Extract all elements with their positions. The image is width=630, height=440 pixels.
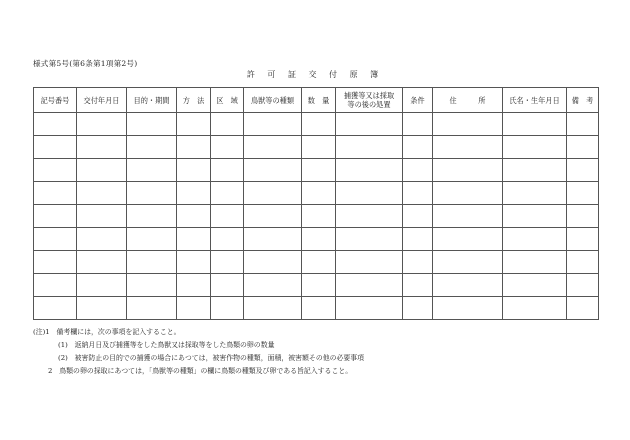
table-cell (127, 297, 177, 320)
table-cell (302, 251, 336, 274)
table-cell (177, 182, 211, 205)
table-cell (403, 274, 433, 297)
table-cell (336, 136, 403, 159)
table-cell (567, 228, 599, 251)
table-cell (403, 182, 433, 205)
table-cell (177, 205, 211, 228)
table-cell (567, 274, 599, 297)
table-body (34, 113, 599, 320)
table-cell (244, 251, 302, 274)
table-cell (34, 113, 77, 136)
table-cell (433, 159, 503, 182)
table-cell (77, 251, 127, 274)
table-cell (302, 113, 336, 136)
table-row (34, 205, 599, 228)
table-cell (302, 182, 336, 205)
table-cell (503, 228, 567, 251)
table-cell (503, 182, 567, 205)
form-number: 様式第5号(第6条第1項第2号) (33, 59, 138, 68)
table-cell (403, 228, 433, 251)
table-cell (177, 228, 211, 251)
table-cell (433, 205, 503, 228)
table-cell (34, 251, 77, 274)
table-cell (336, 159, 403, 182)
table-cell (244, 228, 302, 251)
table-cell (211, 113, 244, 136)
header-disposition-line1: 捕獲等又は採取 (343, 91, 395, 100)
table-cell (177, 136, 211, 159)
header-method: 方 法 (177, 88, 211, 113)
table-row (34, 159, 599, 182)
table-cell (211, 205, 244, 228)
table-cell (433, 251, 503, 274)
page-title: 許 可 証 交 付 原 簿 (246, 70, 384, 79)
header-disposition (336, 88, 403, 113)
table-cell (77, 228, 127, 251)
table-cell (433, 136, 503, 159)
table-cell (211, 297, 244, 320)
table-row (34, 297, 599, 320)
table-cell (336, 297, 403, 320)
table-cell (336, 274, 403, 297)
notes (33, 326, 364, 378)
table-cell (403, 297, 433, 320)
table-cell (127, 136, 177, 159)
table-cell (127, 274, 177, 297)
note-1-item-1: (1) 返納月日及び捕獲等をした鳥獣又は採取等をした鳥類の卵の数量 (58, 341, 275, 349)
header-disposition-line2: 等の後の処置 (347, 100, 391, 109)
header-remarks: 備 考 (567, 88, 599, 113)
table-cell (503, 297, 567, 320)
header-row (34, 88, 599, 113)
table-cell (433, 228, 503, 251)
table-cell (302, 136, 336, 159)
header-species: 鳥獣等の種類 (244, 88, 302, 113)
table-cell (244, 297, 302, 320)
table-cell (336, 228, 403, 251)
table-cell (403, 136, 433, 159)
table-cell (34, 228, 77, 251)
table-cell (127, 159, 177, 182)
table-cell (433, 182, 503, 205)
table-cell (77, 136, 127, 159)
header-area: 区 域 (211, 88, 244, 113)
table-cell (244, 113, 302, 136)
header-conditions: 条件 (403, 88, 433, 113)
table-row (34, 136, 599, 159)
table-cell (34, 205, 77, 228)
table-cell (302, 274, 336, 297)
table-cell (177, 274, 211, 297)
table-cell (177, 251, 211, 274)
table-cell (77, 205, 127, 228)
table-cell (244, 182, 302, 205)
table-cell (127, 228, 177, 251)
table-cell (336, 113, 403, 136)
table-cell (244, 205, 302, 228)
table-cell (567, 113, 599, 136)
table-cell (567, 182, 599, 205)
table-cell (127, 113, 177, 136)
table-cell (177, 113, 211, 136)
table-row (34, 274, 599, 297)
table-cell (34, 182, 77, 205)
header-purpose-period: 目的・期間 (127, 88, 177, 113)
table-cell (211, 136, 244, 159)
table-cell (177, 297, 211, 320)
table-cell (211, 274, 244, 297)
table-cell (567, 159, 599, 182)
table-row (34, 251, 599, 274)
table-cell (503, 136, 567, 159)
table-cell (503, 113, 567, 136)
table-row (34, 182, 599, 205)
table-row (34, 113, 599, 136)
header-name-birthdate: 氏名・生年月日 (503, 88, 567, 113)
table-cell (34, 274, 77, 297)
table-cell (503, 205, 567, 228)
table-cell (433, 113, 503, 136)
table-cell (403, 251, 433, 274)
table-cell (77, 182, 127, 205)
table-cell (336, 182, 403, 205)
header-record-number: 記号番号 (34, 88, 77, 113)
note-1: (注)1 備考欄には，次の事項を記入すること。 (33, 328, 181, 336)
table-cell (244, 274, 302, 297)
table-cell (77, 274, 127, 297)
table-cell (567, 205, 599, 228)
table-cell (336, 251, 403, 274)
note-2: 2 鳥類の卵の採取にあつては，「鳥獣等の種類」の欄に鳥類の種類及び卵である旨記入すること。 (48, 367, 353, 375)
table-cell (336, 205, 403, 228)
table-cell (302, 159, 336, 182)
note-1-item-2: (2) 被害防止の目的での捕獲の場合にあつては，被害作物の種類，面積，被害額その他の必要事項 (58, 354, 365, 362)
table-cell (77, 297, 127, 320)
table-cell (302, 228, 336, 251)
table-cell (403, 113, 433, 136)
table-cell (211, 228, 244, 251)
table-cell (34, 136, 77, 159)
table-row (34, 228, 599, 251)
table-cell (34, 297, 77, 320)
table-cell (127, 182, 177, 205)
table-cell (244, 136, 302, 159)
table-cell (34, 159, 77, 182)
table-cell (77, 159, 127, 182)
table-cell (503, 159, 567, 182)
table-cell (403, 205, 433, 228)
table-cell (211, 159, 244, 182)
table-cell (302, 205, 336, 228)
header-quantity: 数 量 (302, 88, 336, 113)
table-cell (244, 159, 302, 182)
table-cell (177, 159, 211, 182)
table-cell (433, 274, 503, 297)
table-cell (503, 274, 567, 297)
table-cell (433, 297, 503, 320)
table-cell (211, 251, 244, 274)
table-cell (567, 251, 599, 274)
table-cell (403, 159, 433, 182)
table-cell (127, 251, 177, 274)
register-table (33, 87, 599, 320)
table-cell (302, 297, 336, 320)
header-issue-date: 交付年月日 (77, 88, 127, 113)
table-cell (77, 113, 127, 136)
table-cell (567, 136, 599, 159)
table-cell (211, 182, 244, 205)
table-cell (503, 251, 567, 274)
table-cell (127, 205, 177, 228)
table-cell (567, 297, 599, 320)
header-address: 住 所 (433, 88, 503, 113)
